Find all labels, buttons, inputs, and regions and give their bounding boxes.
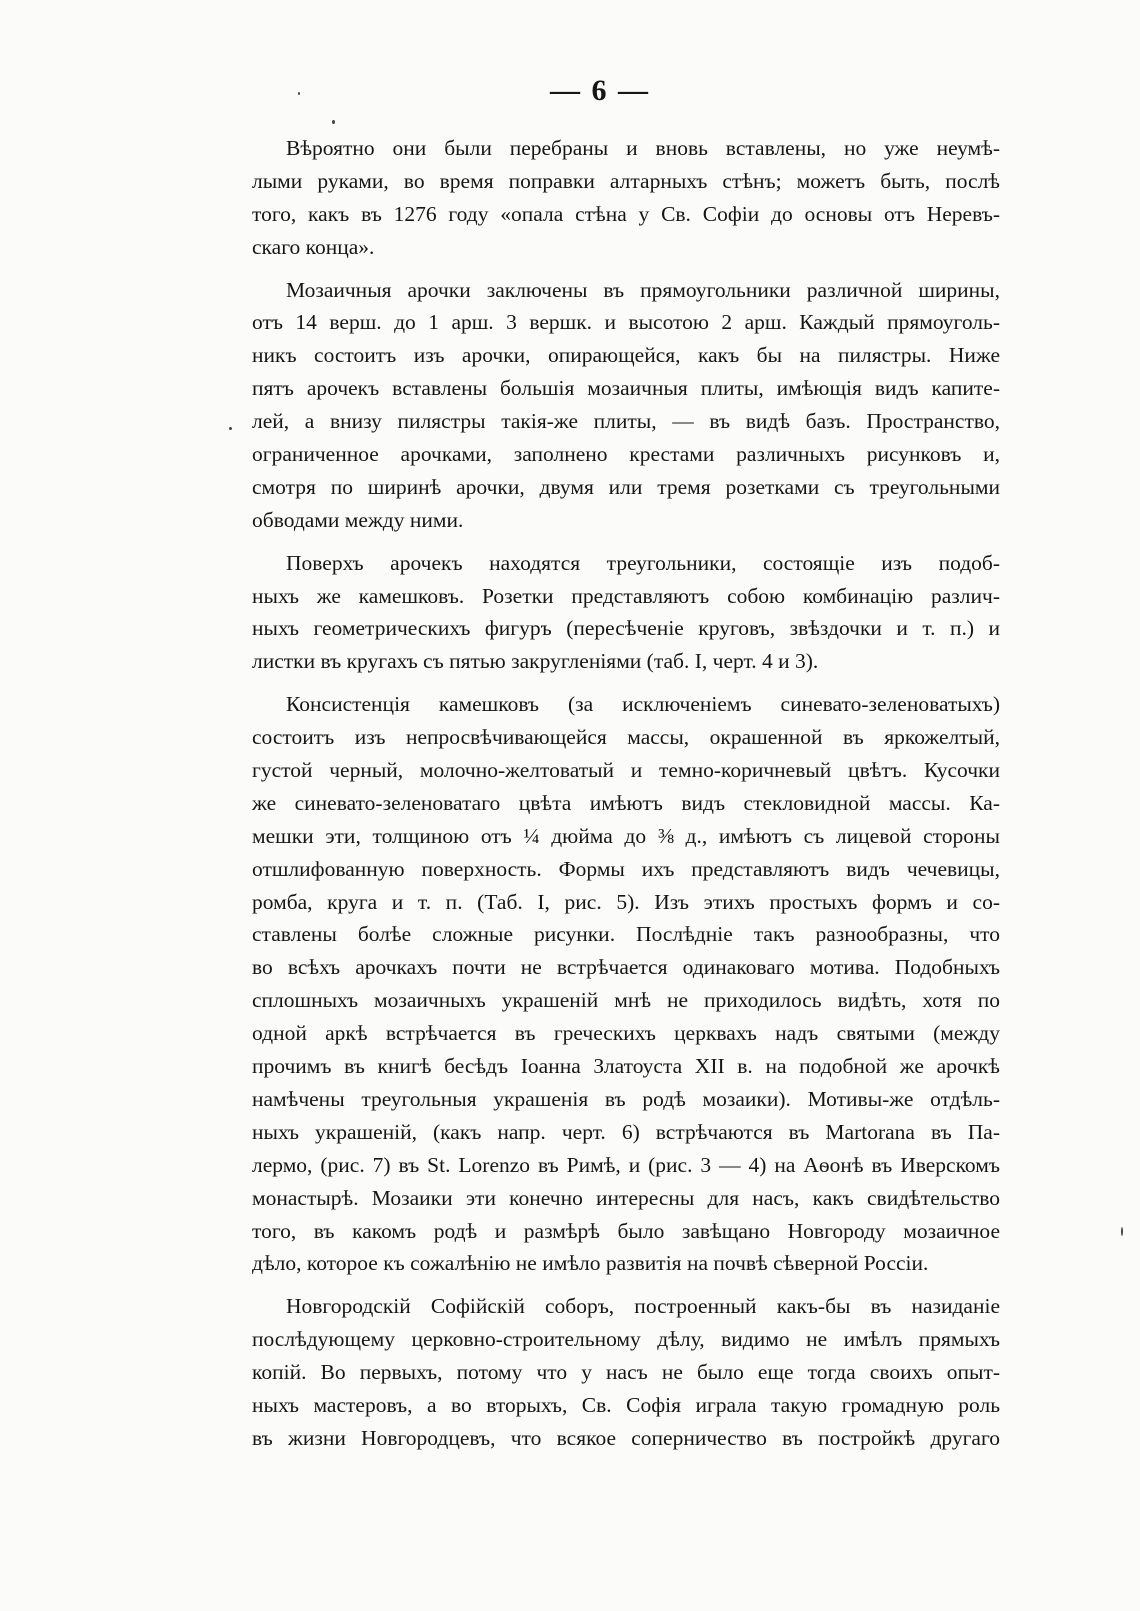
- page-number: — 6 —: [550, 74, 650, 107]
- body-text: [252, 132, 1000, 1455]
- text-line: ставлены болѣе сложные рисунки. Послѣдніе такъ разнообразны, что: [252, 922, 1000, 947]
- text-line: прочимъ въ книгѣ бесѣдъ Іоанна Златоуста XII в. на подобной же арочкѣ: [252, 1054, 1000, 1079]
- scan-speck: [229, 427, 232, 430]
- text-line: ныхъ украшеній, (какъ напр. черт. 6) встрѣчаются въ Martorana въ Па-: [252, 1119, 1000, 1144]
- text-line: смотря по ширинѣ арочки, двумя или тремя розетками съ треугольными: [252, 474, 1000, 499]
- paragraph: [252, 1290, 1000, 1454]
- paragraph-gap: [252, 1280, 1000, 1290]
- text-line: пятъ арочекъ вставлены большія мозаичныя плиты, имѣющія видъ капите-: [252, 376, 1000, 401]
- text-line: состоитъ изъ непросвѣчивающейся массы, окрашенной въ яркожелтый,: [252, 725, 1000, 750]
- text-line: ограниченное арочками, заполнено крестами различныхъ рисунковъ и,: [252, 442, 1000, 467]
- text-line: копій. Во первыхъ, потому что у насъ не было еще тогда своихъ опыт-: [252, 1360, 1000, 1385]
- text-line: отшлифованную поверхность. Формы ихъ представляютъ видъ чечевицы,: [252, 856, 1000, 881]
- scan-speck: [332, 120, 335, 124]
- scan-speck: [1121, 1227, 1123, 1236]
- text-line: ныхъ геометрическихъ фигуръ (пересѣченіе круговъ, звѣздочки и т. п.) и: [252, 616, 1000, 641]
- text-line: одной аркѣ встрѣчается въ греческихъ церквахъ надъ святыми (между: [252, 1021, 1000, 1046]
- text-line: того, въ какомъ родѣ и размѣрѣ было завѣщано Новгороду мозаичное: [252, 1218, 1000, 1243]
- text-line: густой черный, молочно-желтоватый и темно-коричневый цвѣтъ. Кусочки: [252, 758, 1000, 783]
- text-line: въ жизни Новгородцевъ, что всякое соперничество въ постройкѣ другаго: [252, 1425, 1000, 1450]
- text-line: отъ 14 верш. до 1 арш. 3 вершк. и высотою 2 арш. Каждый прямоуголь-: [252, 310, 1000, 335]
- text-line: намѣчены треугольныя украшенія въ родѣ мозаики). Мотивы-же отдѣль-: [252, 1086, 1000, 1111]
- text-line: ромба, круга и т. п. (Таб. I, рис. 5). Изъ этихъ простыхъ формъ и со-: [252, 889, 1000, 914]
- text-line: монастырѣ. Мозаики эти конечно интересны для насъ, какъ свидѣтельство: [252, 1185, 1000, 1210]
- text-line: Вѣроятно они были перебраны и вновь вставлены, но уже неумѣ-: [286, 136, 1000, 160]
- text-line: ныхъ мастеровъ, а во вторыхъ, Св. Софія играла такую громадную роль: [252, 1392, 1000, 1417]
- scan-speck: [298, 92, 300, 95]
- text-line: лыми руками, во время поправки алтарныхъ стѣнъ; можетъ быть, послѣ: [252, 168, 1000, 193]
- text-line: мешки эти, толщиною отъ ¼ дюйма до ⅜ д., имѣютъ съ лицевой стороны: [252, 823, 1000, 848]
- text-line: обводами между ними.: [252, 507, 464, 532]
- text-line: ныхъ же камешковъ. Розетки представляютъ собою комбинацію различ-: [252, 583, 1000, 608]
- text-line: лермо, (рис. 7) въ St. Lorenzo въ Римѣ, и (рис. 3 — 4) на Аѳонѣ въ Иверскомъ: [252, 1152, 1000, 1177]
- paragraph: [252, 547, 1000, 679]
- paragraph: [252, 132, 1000, 264]
- paragraph: [252, 274, 1000, 537]
- text-line: во всѣхъ арочкахъ почти не встрѣчается одинаковаго мотива. Подобныхъ: [252, 955, 1000, 980]
- text-line: Мозаичныя арочки заключены въ прямоугольники различной ширины,: [286, 277, 1000, 302]
- paragraph: [252, 688, 1000, 1280]
- text-line: листки въ кругахъ съ пятью закругленіями (таб. I, черт. 4 и 3).: [252, 649, 819, 674]
- text-line: же синевато-зеленоватаго цвѣта имѣютъ видъ стекловидной массы. Ка-: [252, 790, 1000, 815]
- text-line: лей, а внизу пилястры такія-же плиты, — въ видѣ базъ. Пространство,: [252, 409, 1000, 434]
- text-line: Поверхъ арочекъ находятся треугольники, состоящіе изъ подоб-: [286, 550, 1000, 575]
- paragraph-gap: [252, 264, 1000, 274]
- text-line: никъ состоитъ изъ арочки, опирающейся, какъ бы на пилястры. Ниже: [252, 343, 1000, 368]
- text-line: послѣдующему церковно-строительному дѣлу, видимо не имѣлъ прямыхъ: [252, 1327, 1000, 1352]
- paragraph-gap: [252, 537, 1000, 547]
- text-line: сплошныхъ мозаичныхъ украшеній мнѣ не приходилось видѣть, хотя по: [252, 988, 1000, 1013]
- text-line: скаго конца».: [252, 234, 375, 259]
- paragraph-gap: [252, 678, 1000, 688]
- text-line: Консистенція камешковъ (за исключеніемъ синевато-зеленоватыхъ): [286, 692, 1000, 717]
- text-line: дѣло, которое къ сожалѣнію не имѣло развитія на почвѣ сѣверной Россіи.: [252, 1251, 929, 1276]
- text-line: Новгородскій Софійскій соборъ, построенный какъ-бы въ назиданіе: [286, 1294, 1000, 1319]
- text-line: того, какъ въ 1276 году «опала стѣна у Св. Софіи до основы отъ Неревъ-: [252, 201, 1000, 226]
